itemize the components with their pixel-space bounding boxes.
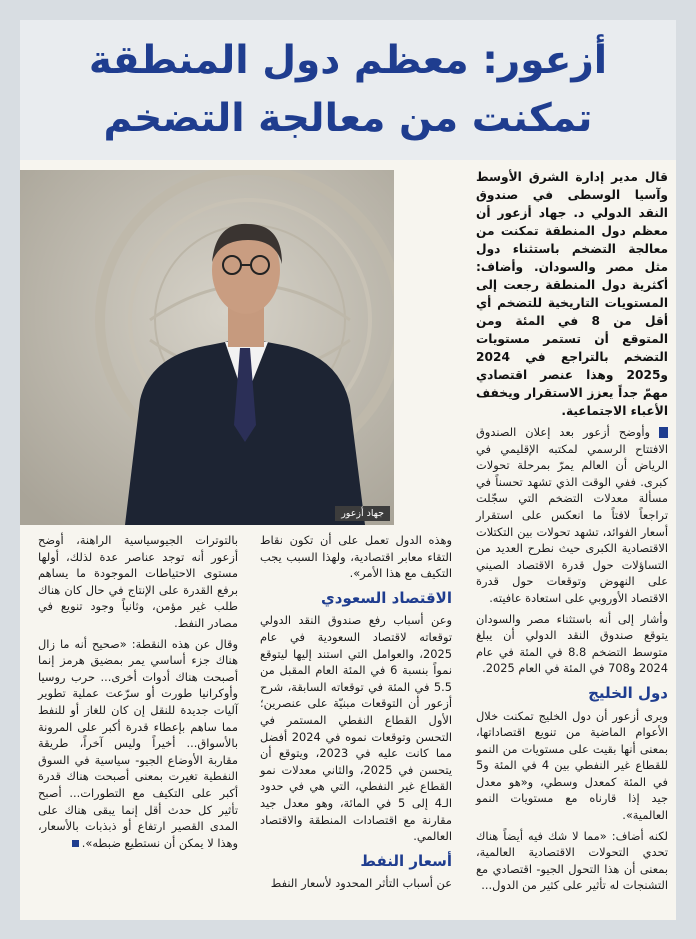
paragraph-text: وقال عن هذه النقطة: «صحيح أنه ما زال هناك جزء أساسي يمر بمضيق هرمز إنما أصبحت هناك أدوات أخرى... حرب روسيا وأوكرانيا طورت أو سرّعت عملية تطوير آليات جديدة للنقل إن كان للغاز أو للنفط مما ساهم بإعطاء قدرة أكبر على المرونة بالأسواق... أخيراً وليس آخراً، طريقة مقاربة الأوضاع الجيو- سياسية في السوق النفطية تغيرت بمعنى أصبحت هناك قدرة أكبر على التكيف مع التطورات... أصبح تأثير كل حدث أقل إنما يبقى هناك على المدى القصير ارتفاع أو ذبذبات بالأسعار، وهذا لا يمكن أن نستطيع ضبطه». xyxy=(38,636,238,850)
paragraph: وهذه الدول تعمل على أن تكون نقاط التقاء معابر اقتصادية، ولهذا السبب يجب التكيف مع هذا الأمر». xyxy=(260,533,452,581)
lead-paragraph: قال مدير إدارة الشرق الأوسط وآسيا الوسطى في صندوق النقد الدولي د. جهاد أزعور أن معظم دول المنطقة تمكنت من معالجة التضخم باستثناء دول مثل مصر والسودان. وأضاف: أكثرية دول المنطقة رجعت إلى المستويات التاريخية للتضخم أي أقل من 8 في المئة ومن المتوقع أن تستمر مستويات التضخم بالتراجع في 2024 و2025 وهذا عنصر اقتصادي مهمّ جداً يعزز الاستقرار ويخفف الأعباء الاجتماعية. xyxy=(476,170,668,418)
middle-column xyxy=(260,532,452,896)
paragraph: عن أسباب التأثر المحدود لأسعار النفط xyxy=(270,876,452,891)
subheading-oil-prices: أسعار النفط xyxy=(360,851,452,870)
end-mark-icon xyxy=(72,840,79,847)
subheading-saudi-economy: الاقتصاد السعودي xyxy=(321,588,452,607)
photo-caption: جهاد أزعور xyxy=(335,506,390,521)
headline-line-2: تمكنت من معالجة التضخم xyxy=(103,96,593,141)
article-page xyxy=(20,20,676,920)
paragraph: وعن أسباب رفع صندوق النقد الدولي توقعاته لاقتصاد السعودية في عام 2025، والعوامل التي استند إليها ليتوقع نمواً بنسبة 6 في المئة العام المقبل من 5.5 في المئة في توقعاته السابقة، شرح أزعور أن التوقعات مبنيّة على عنصرين؛ الأول القطاع النفطي المستمر في التحسن وتوقعات نموه في 2024 أفضل مما كانت عليه في 2023، ويتوقع أن يتحسن في 2025، والثاني معدلات نمو القطاع غير النفطي، التي هي في حدود الـ4 إلى 5 في المائة، وهو معدل جيد مقارنة مع اقتصادات المنطقة والاقتصاد العالمي. xyxy=(260,613,453,844)
paragraph: بالتوترات الجيوسياسية الراهنة، أوضح أزعور أنه توجد عناصر عدة لذلك، أولها مستوى الاحتياطات الموجودة ما يساهم برفع القدرة على الإنتاج في حال كان هناك طلب غير مؤمن، وثانياً وجود تنويع في مصادر النفط. xyxy=(38,533,238,630)
paragraph-text: وأوضح أزعور بعد إعلان الصندوق الافتتاح الرسمي لمكتبه الإقليمي في الرياض أن العالم يمرّ بمرحلة تحولات كبرى. ففي الوقت الذي تشهد تحسناً في مسألة معدلات التضخم التي سجّلت تراجعاً لافتاً ما انعكس على استقرار أسعار الفوائد، تشهد تحولات بين التكتلات الاقتصادية الكبرى حيث نطرح العديد من التساؤلات حول قدرة الاقتصاد الصيني على النهوض وتوقعات حول قدرة الاقتصاد الأوروبي على استعادة عافيته. xyxy=(476,425,668,605)
section-marker-icon xyxy=(659,427,668,438)
headline-line-1: أزعور: معظم دول المنطقة xyxy=(88,38,608,83)
paragraph: لكنه أضاف: «مما لا شك فيه أيضاً هناك تحدي التحولات الاقتصادية العالمية، بمعنى أن هذا التحول الجيو- اقتصادي مع التشنجات له تأثير على كثير من الدول... xyxy=(476,828,668,893)
portrait-photo xyxy=(20,170,394,525)
left-column xyxy=(38,532,238,855)
subheading-gulf: دول الخليج xyxy=(588,683,668,702)
portrait-illustration xyxy=(20,170,394,525)
right-column xyxy=(476,168,668,898)
paragraph xyxy=(38,636,238,852)
paragraph: وأشار إلى أنه باستثناء مصر والسودان يتوقع صندوق النقد الدولي أن يبلغ متوسط التضخم 8.8 في المئة في عام 2024 و708 في المئة في العام 2025. xyxy=(476,611,668,676)
paragraph: ويرى أزعور أن دول الخليج تمكنت خلال الأعوام الماضية من تنويع اقتصاداتها، بمعنى أنها بقيت على مستويات من النمو للقطاع غير النفطي بين 4 في المئة و5 في المئة كمعدل وسطي، و«هو معدل جيد إذا قارناه مع مستويات النمو العالمية». xyxy=(476,708,668,823)
headline-banner xyxy=(20,20,676,160)
paragraph xyxy=(476,424,668,607)
